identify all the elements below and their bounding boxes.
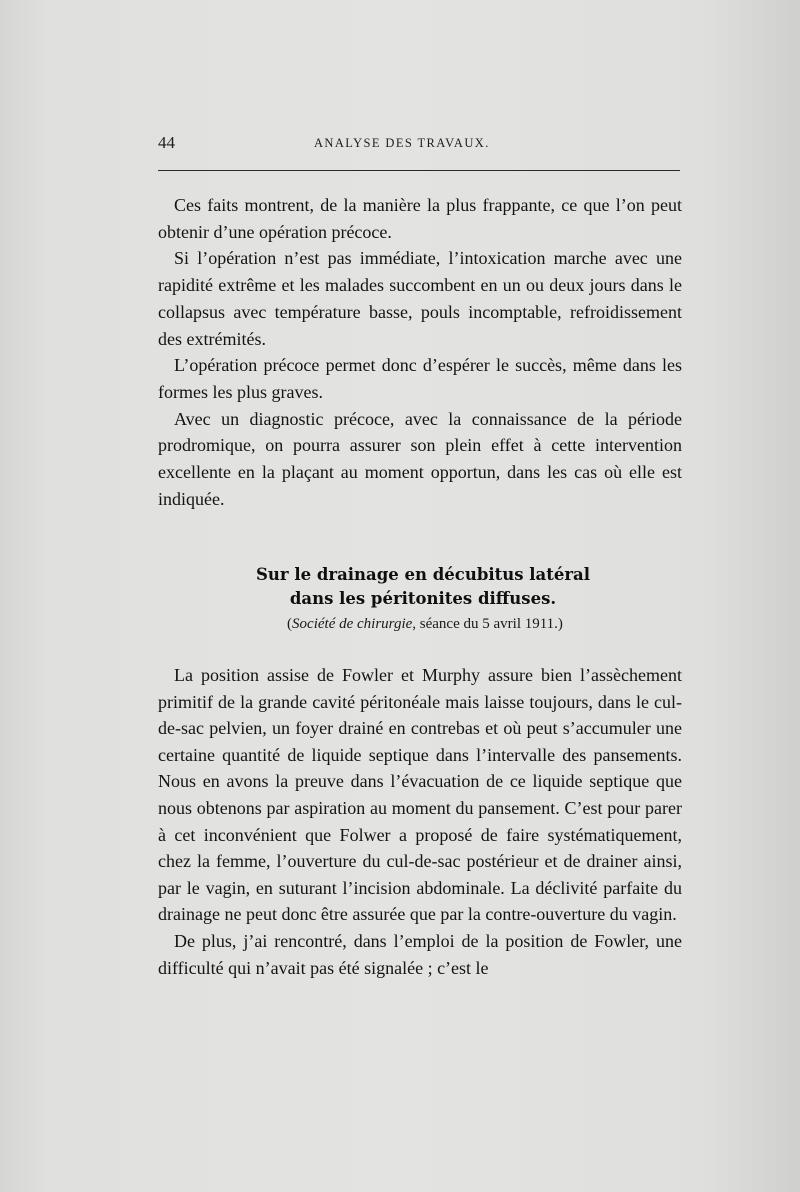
paragraph: Si l’opération n’est pas immédiate, l’intoxication marche avec une rapidité extrême et les malades succombent en un ou deux jours dans le collapsus avec température basse, pouls incomptable, refroidissement des extrémités. [158,248,682,349]
source-society: Société de chirurgie [292,616,413,632]
header-rule [158,170,680,171]
source-details: , séance du 5 avril 1911.) [412,616,563,632]
article-body [158,662,682,981]
article-title-line-1: Sur le drainage en décubitus latéral [255,565,591,584]
first-section-text [158,192,682,512]
paragraph: La position assise de Fowler et Murphy assure bien l’assèchement primitif de la grande cavité péritonéale mais laisse toujours, dans le cul-de-sac pelvien, un foyer drainé en contrebas et où peut s’accumuler une certaine quantité de liquide septique dans l’intervalle des pansements. Nous en avons la preuve dans l’évacuation de ce liquide septique que nous obtenons par aspiration au moment du pansement. C’est pour parer à cet inconvénient que Folwer a proposé de faire systématiquement, chez la femme, l’ouverture du cul-de-sac postérieur et de drainer ainsi, par le vagin, en suturant l’incision abdominale. La déclivité parfaite du drainage ne peut donc être assurée que par la contre-ouverture du vagin. [158,665,682,925]
source-open: ( [287,616,293,632]
paragraph: Avec un diagnostic précoce, avec la connaissance de la période prodromique, on pourra assurer son plein effet à cette intervention excellente en la plaçant au moment opportun, dans les cas où elle est indiquée. [158,408,682,509]
running-head [158,133,680,155]
paragraph: L’opération précoce permet donc d’espérer le succès, même dans les formes les plus graves. [158,355,682,402]
article-source [158,614,680,634]
article-title [158,563,680,611]
paragraph: Ces faits montrent, de la manière la plus frappante, ce que l’on peut obtenir d’une opération précoce. [158,195,682,242]
running-title: ANALYSE DES TRAVAUX. [314,136,490,150]
paragraph: De plus, j’ai rencontré, dans l’emploi de la position de Fowler, une difficulté qui n’avait pas été signalée ; c’est le [158,930,682,978]
article-title-line-2: dans les péritonites diffuses. [289,589,557,608]
page-number: 44 [158,133,175,152]
